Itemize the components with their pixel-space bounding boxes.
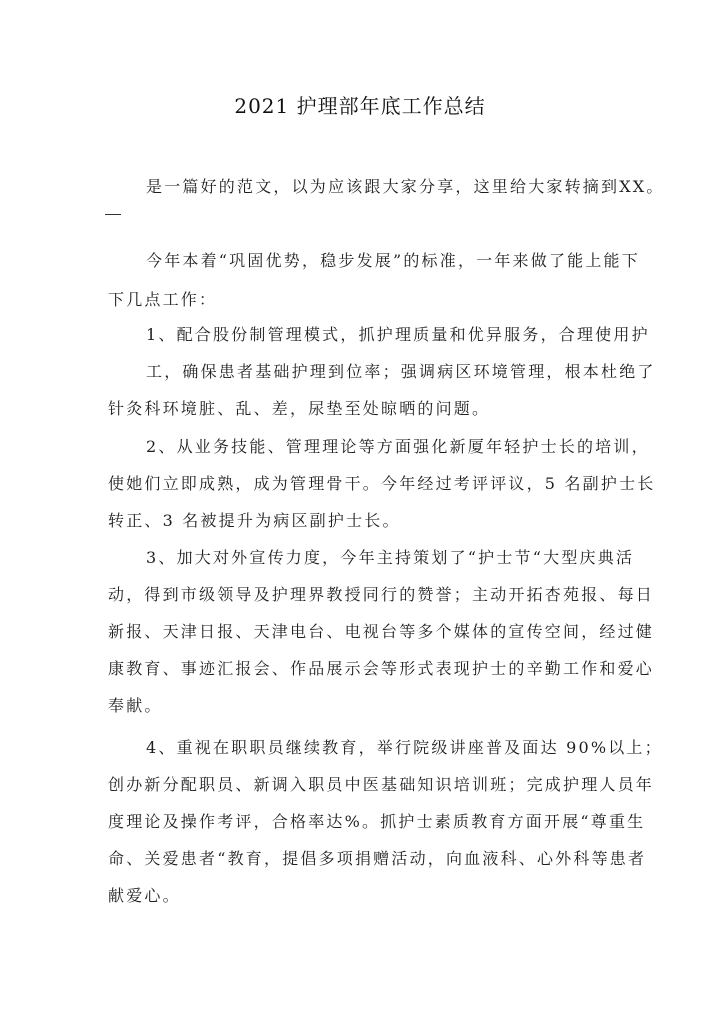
document-title: 2021 护理部年底工作总结	[234, 94, 486, 118]
paragraph-line: 奉献。	[108, 696, 163, 715]
paragraph-line: 2、从业务技能、管理理论等方面强化新厦年轻护士长的培训，	[146, 437, 650, 456]
paragraph-line: 转正、3 名被提升为病区副护士长。	[108, 511, 401, 530]
separator-dash	[105, 214, 121, 215]
paragraph-line: 4、重视在职职员继续教育，举行院级讲座普及面达 90%以上；	[146, 738, 663, 757]
paragraph-line: 针灸科环境脏、乱、差，尿垫至处晾晒的问题。	[108, 399, 491, 418]
paragraph-line: 度理论及操作考评，合格率达%。抓护士素质教育方面开展“尊重生	[108, 812, 646, 831]
paragraph-line: 新报、天津日报、天津电台、电视台等多个媒体的宣传空间，经过健	[108, 622, 655, 641]
paragraph-line: 创办新分配职员、新调入职员中医基础知识培训班；完成护理人员年	[108, 775, 655, 794]
paragraph-line: 下几点工作：	[108, 290, 218, 309]
paragraph-line: 今年本着“巩固优势，稳步发展”的标准，一年来做了能上能下	[146, 251, 640, 270]
paragraph-line: 康教育、事迹汇报会、作品展示会等形式表现护士的辛勤工作和爱心	[108, 659, 655, 678]
paragraph-line: 工，确保患者基础护理到位率；强调病区环境管理，根本杜绝了	[146, 362, 656, 381]
paragraph-line: 命、关爱患者“教育，提倡多项捐赠活动，向血液科、心外科等患者	[108, 849, 647, 868]
paragraph-line: 使她们立即成熟，成为管理骨干。今年经过考评评议，5 名副护士长	[108, 474, 656, 493]
paragraph-line: 献爱心。	[108, 886, 181, 905]
paragraph-line: 动，得到市级领导及护理界教授同行的赞誉；主动开拓杏苑报、每日	[108, 585, 655, 604]
intro-line: 是一篇好的范文，以为应该跟大家分享，这里给大家转摘到XX。	[146, 177, 665, 196]
paragraph-line: 3、加大对外宣传力度，今年主持策划了“护士节“大型庆典活	[146, 548, 635, 567]
paragraph-line: 1、配合股份制管理模式，抓护理质量和优异服务，合理使用护	[146, 325, 650, 344]
